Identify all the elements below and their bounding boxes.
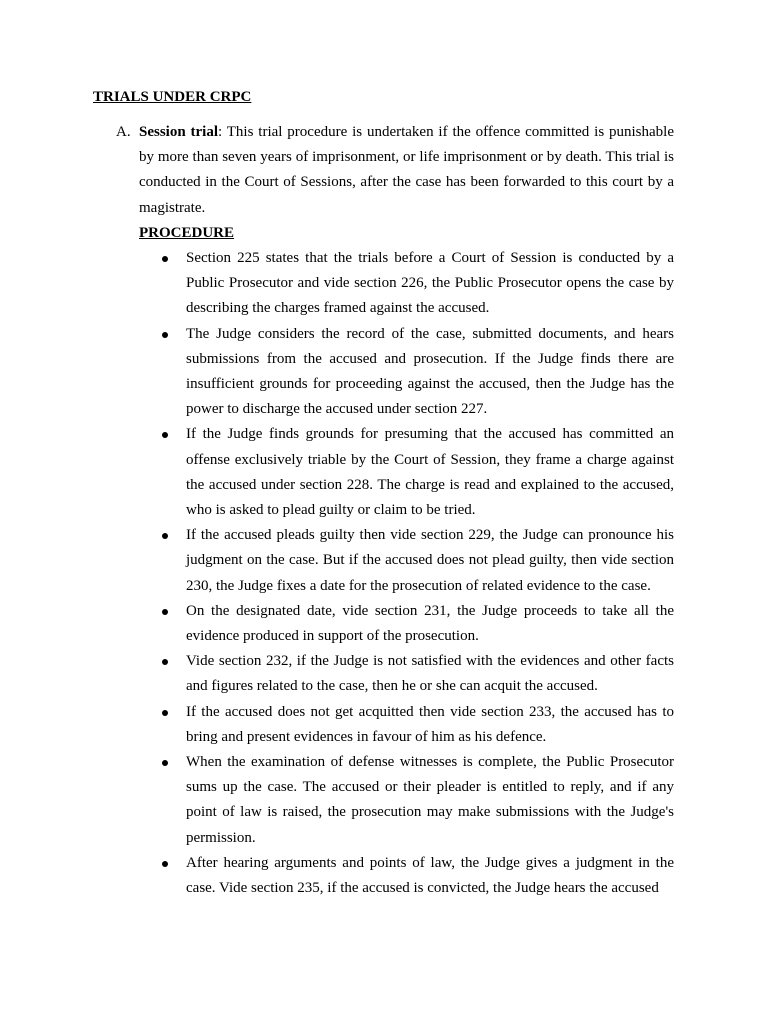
bullet-icon	[162, 256, 168, 262]
list-item-text: Section 225 states that the trials before a Court of Session is conducted by a Public Prosecutor and vide section 226, the Public Prosecutor opens the case by describing the charges framed against the accused.	[186, 250, 674, 317]
section-intro-text: : This trial procedure is undertaken if the offence committed is punishable by more than seven years of imprisonment, or life imprisonment or by death. This trial is conducted in the Court of Sessions, after the case has been forwarded to this court by a magistrate.	[139, 124, 674, 216]
section-intro-paragraph	[139, 120, 674, 221]
bullet-icon	[162, 659, 168, 665]
procedure-list	[186, 246, 674, 901]
list-item	[186, 422, 674, 523]
list-item	[186, 322, 674, 423]
list-item-text: The Judge considers the record of the case, submitted documents, and hears submissions from the accused and prosecution. If the Judge finds there are insufficient grounds for proceeding against the accused, then the Judge has the power to discharge the accused under section 227.	[186, 325, 674, 418]
list-item-text: After hearing arguments and points of law, the Judge gives a judgment in the case. Vide section 235, if the accused is convicted, the Judge hears the accused	[186, 854, 674, 897]
list-item-text: If the accused pleads guilty then vide section 229, the Judge can pronounce his judgment on the case. But if the accused does not plead guilty, then vide section 230, the Judge fixes a date for the prosecution of related evidence to the case.	[186, 527, 674, 594]
bullet-icon	[162, 432, 168, 438]
bullet-icon	[162, 710, 168, 716]
list-item-text: If the accused does not get acquitted then vide section 233, the accused has to bring and present evidences in favour of him as his defence.	[186, 703, 674, 745]
list-item	[186, 851, 674, 901]
procedure-heading: PROCEDURE	[139, 224, 235, 241]
bullet-icon	[162, 609, 168, 615]
bullet-icon	[162, 861, 168, 867]
list-item	[186, 246, 674, 322]
list-item-text: Vide section 232, if the Judge is not satisfied with the evidences and other facts and figures related to the case, then he or she can acquit the accused.	[186, 653, 674, 695]
list-item-text: When the examination of defense witnesses is complete, the Public Prosecutor sums up the case. The accused or their pleader is entitled to reply, and if any point of law is raised, the prosecution may make submissions with the Judge's permission.	[186, 754, 674, 846]
list-item-text: If the Judge finds grounds for presuming that the accused has committed an offense exclusively triable by the Court of Session, they frame a charge against the accused under section 228. The charge is read and explained to the accused, who is asked to plead guilty or claim to be tried.	[186, 426, 674, 519]
bullet-icon	[162, 332, 168, 338]
list-item	[186, 750, 674, 851]
section-session-trial	[93, 120, 674, 901]
list-item	[186, 599, 674, 649]
bullet-icon	[162, 533, 168, 539]
list-item	[186, 523, 674, 599]
document-title: TRIALS UNDER CRPC	[93, 89, 252, 105]
list-item	[186, 700, 674, 750]
section-heading: Session trial	[139, 124, 219, 140]
list-item	[186, 649, 674, 699]
bullet-icon	[162, 760, 168, 766]
section-marker: A.	[116, 124, 131, 140]
list-item-text: On the designated date, vide section 231, the Judge proceeds to take all the evidence produced in support of the prosecution.	[186, 602, 674, 645]
